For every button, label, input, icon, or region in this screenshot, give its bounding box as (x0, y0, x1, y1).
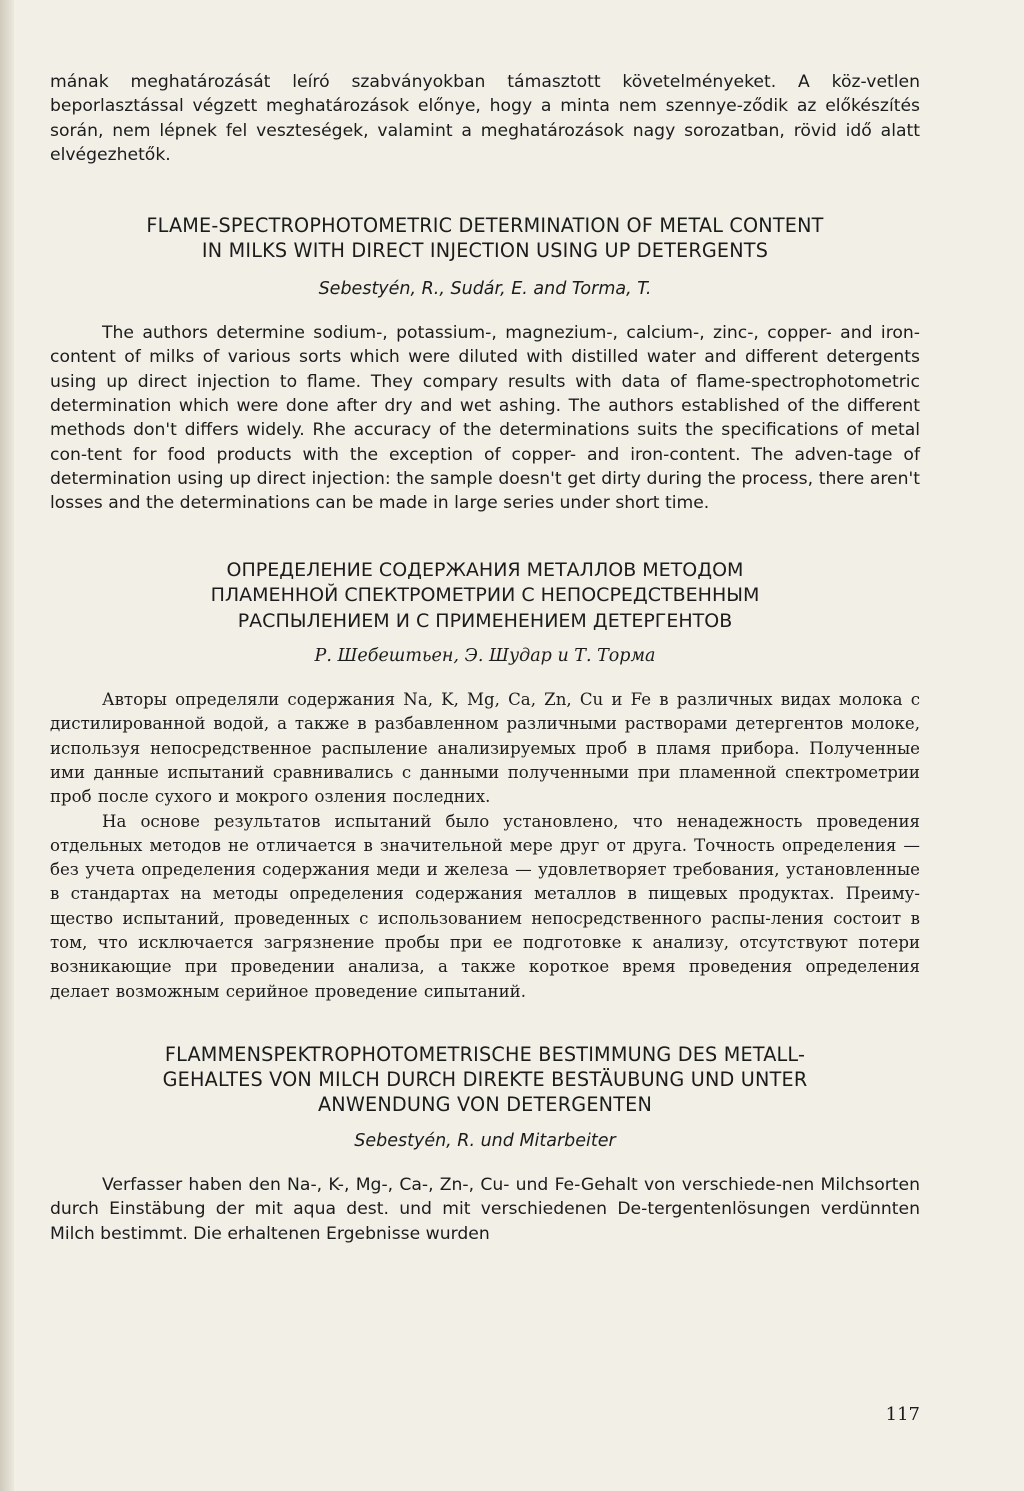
german-title-line-2: GEHALTES VON MILCH DURCH DIREKTE BESTÄUBUNG UND UNTER (162, 1067, 808, 1091)
russian-title-line-1: ОПРЕДЕЛЕНИЕ СОДЕРЖАНИЯ МЕТАЛЛОВ МЕТОДОМ (226, 558, 744, 581)
english-title-line-2: IN MILKS WITH DIRECT INJECTION USING UP DETERGENTS (201, 239, 769, 263)
russian-paragraph-2: На основе результатов испытаний было установлено, что ненадежность проведения отдельных методов не отличается в значительной мере друг от друга. Точность определения — без учета определения содержания меди и железа — удовлетворяет требования, установленные в стандартах на методы определения содержания металлов в пищевых продуктах. Преиму-щество испытаний, проведенных с использованием непосредственного распы-ления состоит в том, что исключается загрязнение пробы при ее подготовке к анализу, отсутствуют потери возникающие при проведении анализа, а также короткое время проведения определения делает возможным серийное проведение сипытаний. (50, 811, 920, 1001)
russian-authors: Р. Шебештьен, Э. Шудар и Т. Торма (314, 646, 656, 667)
german-authors: Sebestyén, R. und Mitarbeiter (354, 1130, 616, 1151)
german-title-line-3: ANWENDUNG VON DETERGENTEN (317, 1092, 653, 1116)
russian-title-line-2: ПЛАМЕННОЙ СПЕКТРОМЕТРИИ С НЕПОСРЕДСТВЕННЫМ (210, 584, 760, 607)
intro-paragraph: mának meghatározását leíró szabványokban támasztott követelményeket. A köz-vetlen beporlasztással végzett meghatározások előnye, hogy a minta nem szennye-ződik az előkészítés során, nem lépnek fel veszteségek, valamint a meghatározások nagy sorozatban, rövid idő alatt elvégezhetők. (50, 72, 920, 165)
russian-title-line-3: РАСПЫЛЕНИЕМ И С ПРИМЕНЕНИЕМ ДЕТЕРГЕНТОВ (237, 609, 733, 632)
page-binding-edge (0, 0, 14, 1491)
german-abstract: Verfasser haben den Na-, K-, Mg-, Ca-, Zn-, Cu- und Fe-Gehalt von verschiede-nen Milchsorten durch Einstäbung der mit aqua dest. und mit verschiedenen De-tergentenlösungen verdünnten Milch bestimmt. Die erhaltenen Ergebnisse wurden (50, 1174, 920, 1244)
english-title-line-1: FLAME-SPECTROPHOTOMETRIC DETERMINATION OF METAL CONTENT (146, 214, 824, 238)
page-content (50, 70, 920, 1246)
english-authors: Sebestyén, R., Sudár, E. and Torma, T. (318, 279, 652, 300)
english-abstract: The authors determine sodium-, potassium-, magnezium-, calcium-, zinc-, copper- and iron-content of milks of various sorts which were diluted with distilled water and different detergents using up direct injection to flame. They compary results with data of flame-spectrophotometric determination which were done after dry and wet ashing. The authors established of the different methods don't differs widely. Rhe accuracy of the determinations suits the specifications of metal con-tent for food products with the exception of copper- and iron-content. The adven-tage of determination using up direct injection: the sample doesn't get dirty during the process, there aren't losses and the determinations can be made in large series under short time. (50, 323, 920, 514)
german-title-line-1: FLAMMENSPEKTROPHOTOMETRISCHE BESTIMMUNG DES METALL- (164, 1042, 806, 1066)
russian-paragraph-1: Авторы определяли содержания Na, K, Mg, Ca, Zn, Cu и Fe в различных видах молока с дистилированной водой, а также в разбавленном различными растворами детергентов молоке, используя непосредственное распыление анализируемых проб в пламя прибора. Полученные ими данные испытаний сравнивались с данными полученными при пламенной спектрометрии проб после сухого и мокрого озления последних. (50, 690, 920, 807)
page-number: 117 (885, 1404, 920, 1425)
